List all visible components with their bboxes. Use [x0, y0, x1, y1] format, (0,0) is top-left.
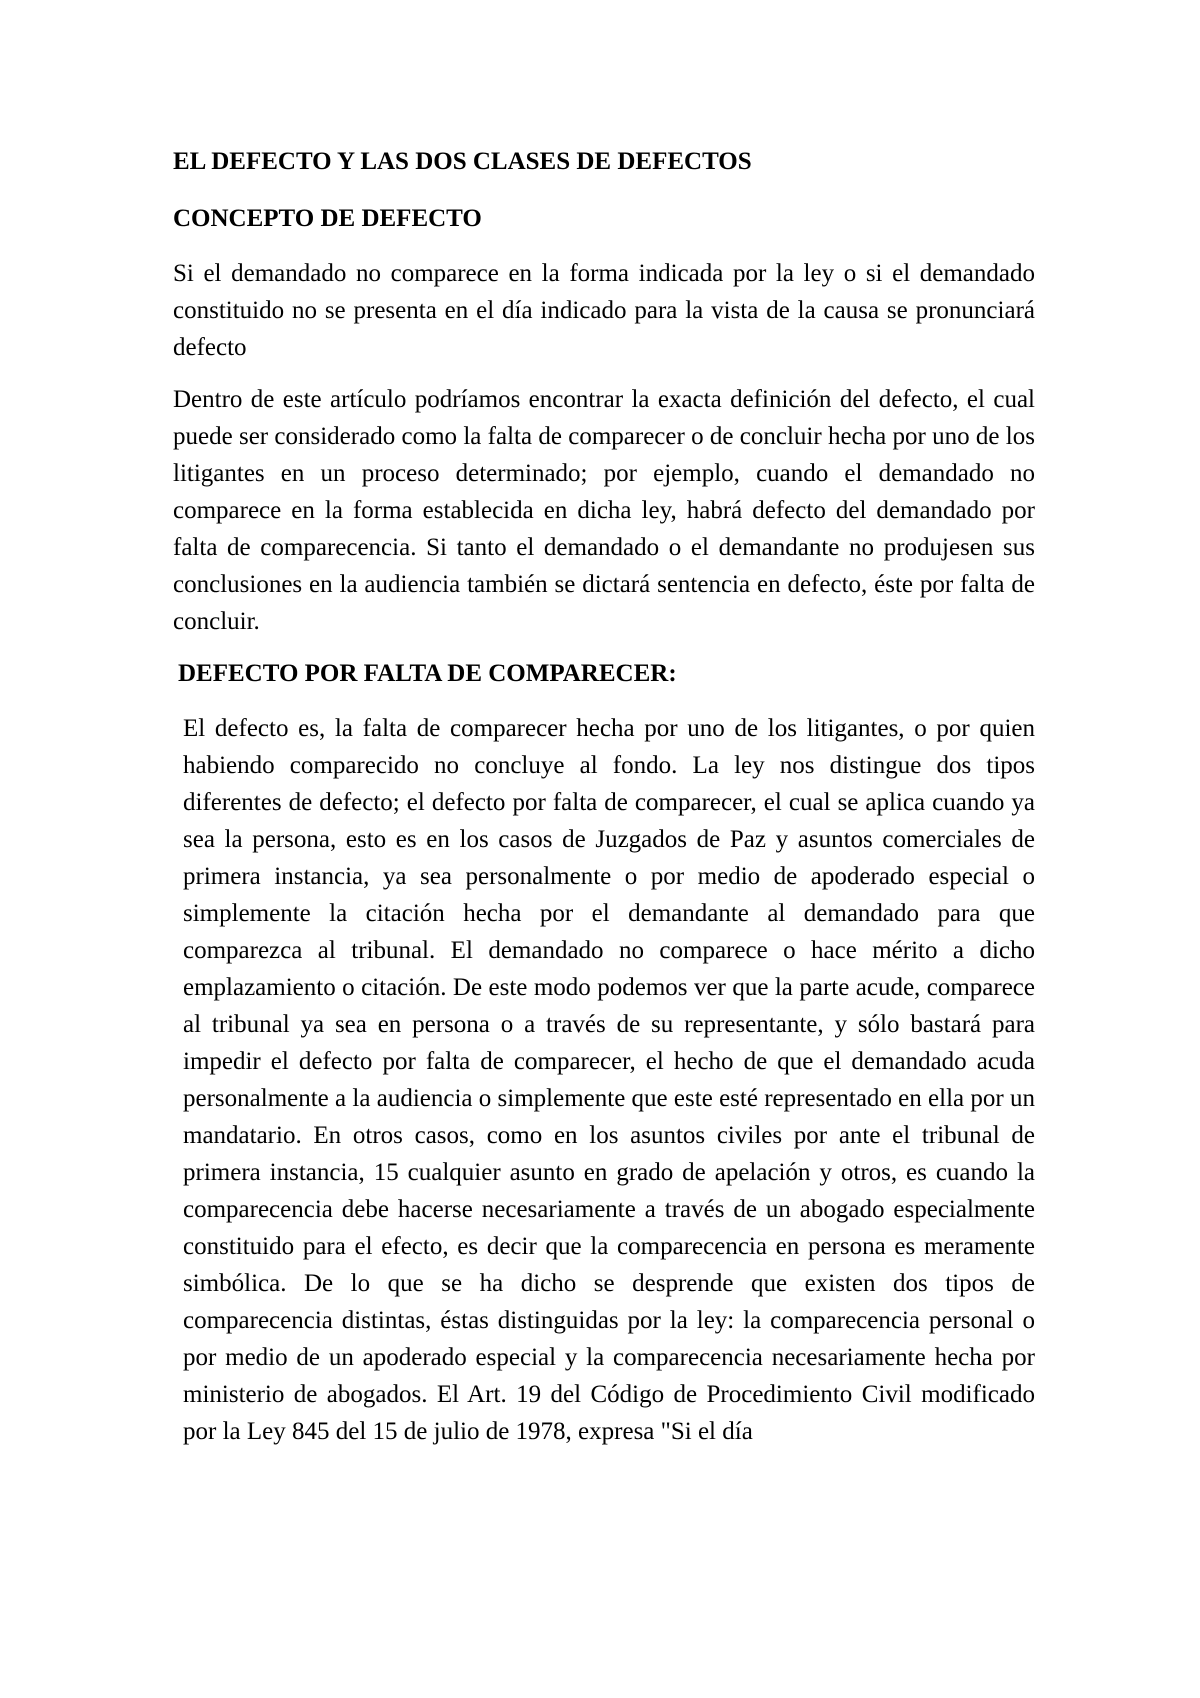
section-heading: DEFECTO POR FALTA DE COMPARECER: [178, 660, 677, 687]
paragraph-definition: Si el demandado no comparece en la forma indicada por la ley o si el demandado constituido no se presenta en el día indicado para la vista de la causa se pronunciará defecto [173, 260, 1035, 361]
paragraph-explanation: Dentro de este artículo podríamos encontrar la exacta definición del defecto, el cual puede ser considerado como la falta de comparecer o de concluir hecha por uno de los litigantes en un proceso determinado; por ejemplo, cuando el demandado no comparece en la forma establecida en dicha ley, habrá defecto del demandado por falta de comparecencia. Si tanto el demandado o el demandante no produjesen sus conclusiones en la audiencia también se dictará sentencia en defecto, éste por falta de concluir. [173, 386, 1035, 635]
document-title: EL DEFECTO Y LAS DOS CLASES DE DEFECTOS [173, 148, 752, 175]
document-body [173, 143, 1035, 1465]
paragraph-section-body: El defecto es, la falta de comparecer hecha por uno de los litigantes, o por quien habiendo comparecido no concluye al fondo. La ley nos distingue dos tipos diferentes de defecto; el defecto por falta de comparecer, el cual se aplica cuando ya sea la persona, esto es en los casos de Juzgados de Paz y asuntos comerciales de primera instancia, ya sea personalmente o por medio de apoderado especial o simplemente la citación hecha por el demandante al demandado para que comparezca al tribunal. El demandado no comparece o hace mérito a dicho emplazamiento o citación. De este modo podemos ver que la parte acude, comparece al tribunal ya sea en persona o a través de su representante, y sólo bastará para impedir el defecto por falta de comparecer, el hecho de que el demandado acuda personalmente a la audiencia o simplemente que este esté representado en ella por un mandatario. En otros casos, como en los asuntos civiles por ante el tribunal de primera instancia, 15 cualquier asunto en grado de apelación y otros, es cuando la comparecencia debe hacerse necesariamente a través de un abogado especialmente constituido para el efecto, es decir que la comparecencia en persona es meramente simbólica. De lo que se ha dicho se desprende que existen dos tipos de comparecencia distintas, éstas distinguidas por la ley: la comparecencia personal o por medio de un apoderado especial y la comparecencia necesariamente hecha por ministerio de abogados. El Art. 19 del Código de Procedimiento Civil modificado por la Ley 845 del 15 de julio de 1978, expresa "Si el día [183, 715, 1035, 1445]
section-subtitle: CONCEPTO DE DEFECTO [173, 205, 482, 232]
